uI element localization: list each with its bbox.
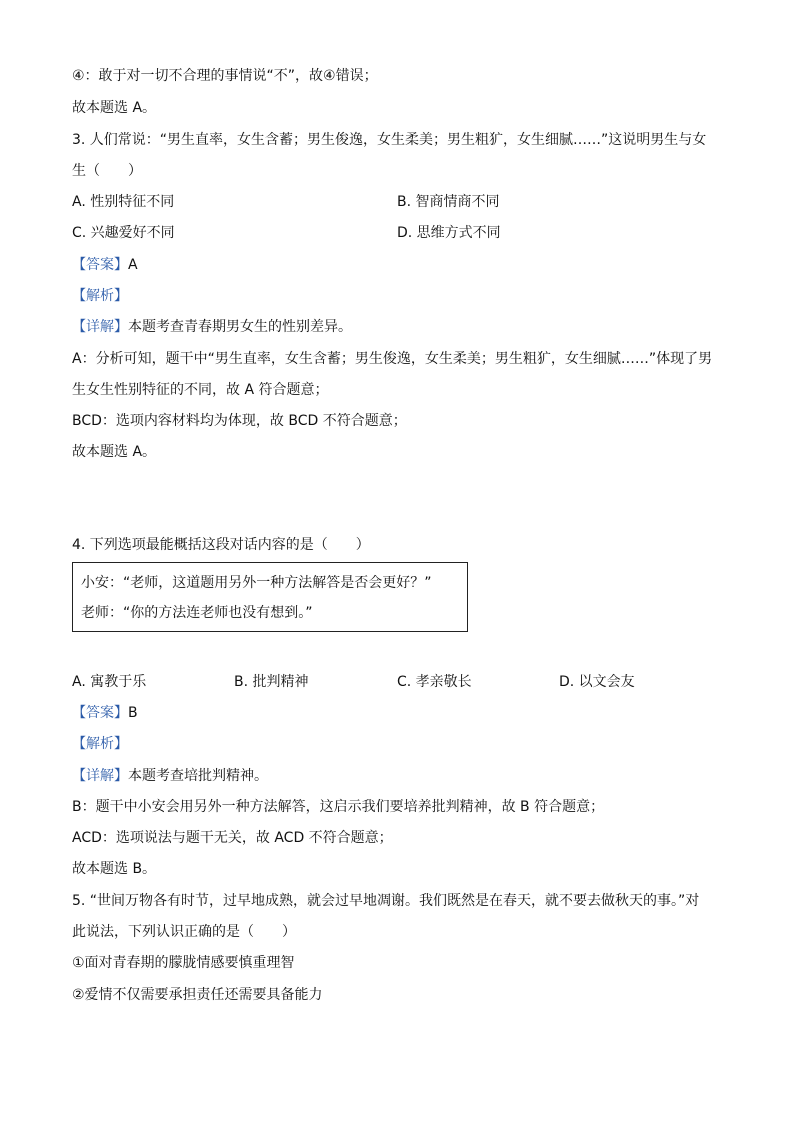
q4-option-b: B. 批判精神: [234, 674, 309, 690]
q4-detail: [72, 766, 268, 786]
q4-explanation-line-1: B：题干中小安会用另外一种方法解答，这启示我们要培养批判精神，故 B 符合题意；: [72, 799, 605, 815]
q4-stem: 4. 下列选项最能概括这段对话内容的是（ ）: [72, 537, 370, 553]
q4-dialog-line-1: 小安：“老师，这道题用另外一种方法解答是否会更好？”: [81, 575, 432, 591]
q4-dialog-line-2: 老师：“你的方法连老师也没有想到。”: [81, 605, 313, 621]
q3-detail: [72, 317, 352, 337]
q3-explanation-line-1: A：分析可知，题干中“男生直率，女生含蓄；男生俊逸，女生柔美；男生粗犷，女生细腻……”体现了男: [72, 351, 713, 367]
q5-stem-line-2: 此说法，下列认识正确的是（ ）: [72, 924, 296, 940]
answer-value: B: [128, 705, 138, 721]
prev-explanation-line: ④：敢于对一切不合理的事情说“不”，故④错误；: [72, 68, 378, 84]
q3-analysis-tag: 【解析】: [72, 288, 128, 304]
detail-tag: 【详解】: [72, 319, 128, 335]
q3-stem-line-2: 生（ ）: [72, 163, 142, 179]
detail-tag: 【详解】: [72, 768, 128, 784]
answer-tag: 【答案】: [72, 257, 128, 273]
q4-option-c: C. 孝亲敬长: [397, 674, 472, 690]
detail-text: 本题考查青春期男女生的性别差异。: [128, 319, 352, 335]
q4-explanation-line-2: ACD：选项说法与题干无关，故 ACD 不符合题意；: [72, 830, 393, 846]
q3-stem-line-1: 3. 人们常说：“男生直率，女生含蓄；男生俊逸，女生柔美；男生粗犷，女生细腻……”这说明男生与女: [72, 132, 707, 148]
q4-conclusion: 故本题选 B。: [72, 861, 157, 877]
q3-conclusion: 故本题选 A。: [72, 444, 157, 460]
q3-option-d: D. 思维方式不同: [397, 225, 501, 241]
q3-option-b: B. 智商情商不同: [397, 194, 500, 210]
answer-tag: 【答案】: [72, 705, 128, 721]
q5-stem-line-1: 5. “世间万物各有时节，过早地成熟，就会过早地凋谢。我们既然是在春天，就不要去做秋天的事。”对: [72, 893, 700, 909]
q4-dialog-box: [72, 562, 468, 632]
q3-option-a: A. 性别特征不同: [72, 194, 175, 210]
q3-explanation-line-3: BCD：选项内容材料均为体现，故 BCD 不符合题意；: [72, 413, 407, 429]
q3-answer: [72, 255, 138, 275]
q3-option-c: C. 兴趣爱好不同: [72, 225, 175, 241]
q5-statement-2: ②爱情不仅需要承担责任还需要具备能力: [72, 987, 323, 1003]
answer-value: A: [128, 257, 138, 273]
prev-conclusion-line: 故本题选 A。: [72, 100, 157, 116]
q4-option-a: A. 寓教于乐: [72, 674, 147, 690]
q3-explanation-line-2: 生女生性别特征的不同，故 A 符合题意；: [72, 382, 329, 398]
q4-option-d: D. 以文会友: [559, 674, 635, 690]
q4-answer: [72, 703, 138, 723]
q4-analysis-tag: 【解析】: [72, 736, 128, 752]
q5-statement-1: ①面对青春期的朦胧情感要慎重理智: [72, 955, 295, 971]
detail-text: 本题考查培批判精神。: [128, 768, 268, 784]
